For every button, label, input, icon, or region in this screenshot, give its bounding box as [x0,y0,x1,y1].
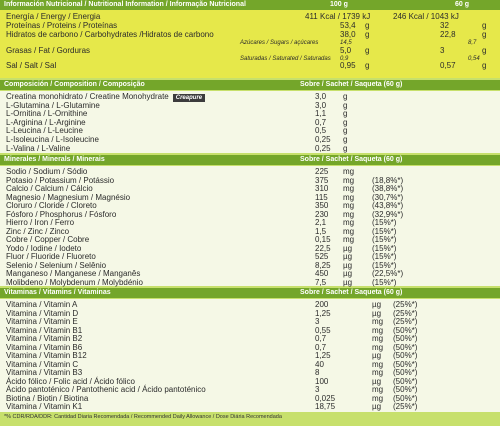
nutrition-header [0,0,500,10]
unit-100g: g [365,46,370,55]
ingredient-amount: 1,1 [315,109,327,119]
mineral-amount: 450 [315,269,329,278]
vitamin-rda-percent: (25%*) [393,402,418,411]
vitamin-label: Biotina / Biotin / Biotina [6,393,89,403]
nutrient-sublabel: Saturadas / Saturated / Saturadas [240,56,331,62]
mineral-label: Cobre / Copper / Cobre [6,235,90,244]
ingredient-label [6,144,70,153]
mineral-label: Potasio / Potassium / Potássio [6,175,115,185]
vitamins-header [0,288,500,298]
vitamin-unit: µg [372,376,382,386]
vitamin-unit: mg [372,342,384,352]
mineral-amount: 310 [315,184,329,193]
mineral-rda-percent: (15%*) [372,252,397,261]
ingredient-unit: g [343,109,348,119]
col-60g-label: 60 g [455,1,470,8]
mineral-label: Fluor / Fluoride / Fluoreto [6,252,96,261]
ingredient-amount: 3,0 [315,100,327,110]
mineral-amount: 2,1 [315,218,327,227]
mineral-unit: mg [343,175,355,185]
vitamin-amount: 8 [315,368,320,377]
vitamin-amount: 40 [315,359,324,369]
mineral-rda-percent: (32,9%*) [372,209,404,219]
vitamin-amount: 100 [315,376,329,386]
nutrient-label: Sal / Salt / Sal [6,61,57,70]
vitamins-col-label: Sobre / Sachet / Saqueta (60 g) [300,289,403,296]
vitamin-amount: 200 [315,300,329,309]
mineral-unit: mg [343,226,355,236]
vitamin-amount: 1,25 [315,351,331,360]
vitamin-rda-percent: (50%*) [393,376,418,386]
ingredient-amount: 0,5 [315,126,327,136]
unit-60g: g [482,61,487,70]
vitamin-unit: mg [372,334,384,343]
minerals-title: Minerales / Minerals / Minerais [4,156,105,163]
vitamin-label: Vitamina / Vitamin B2 [6,334,83,343]
nutrient-label: Grasas / Fat / Gorduras [6,46,91,55]
vitamin-rda-percent: (50%*) [393,368,418,377]
vitamin-amount: 0,025 [315,393,336,403]
mineral-rda-percent: (43,8%*) [372,201,404,210]
vitamin-amount: 3 [315,317,320,326]
value-100g: 38,0 [340,30,356,39]
mineral-label: Magnesio / Magnesium / Magnésio [6,192,131,202]
vitamin-unit: mg [372,368,384,377]
vitamin-label: Vitamina / Vitamin B12 [6,351,87,360]
mineral-rda-percent: (15%*) [372,260,397,270]
mineral-amount: 225 [315,167,329,176]
vitamin-amount: 0,7 [315,342,327,352]
mineral-unit: µg [343,243,353,253]
value-60g: 32 [440,21,449,30]
unit-60g: g [482,46,487,55]
mineral-label: Manganeso / Manganese / Manganês [6,269,141,278]
ingredient-unit: g [343,100,348,110]
value-100g: 411 Kcal / 1739 kJ [305,12,371,21]
nutrition-panel [0,10,500,78]
footnote: *% CDR/RDA/DDR: Cantidad Diaria Recomendada / Recommended Daily Allowance / Dose Diária Recomendada [4,414,282,420]
mineral-amount: 115 [315,192,328,202]
vitamin-rda-percent: (25%*) [393,300,418,309]
mineral-unit: µg [343,269,353,278]
vitamin-rda-percent: (50%*) [393,351,418,360]
value-60g: 246 Kcal / 1043 kJ [393,12,459,21]
mineral-amount: 375 [315,175,329,185]
vitamin-unit: µg [372,402,382,411]
vitamin-label: Vitamina / Vitamin K1 [6,402,83,411]
col-100g-label: 100 g [330,1,348,8]
vitamin-rda-percent: (50%*) [393,325,418,335]
mineral-rda-percent: (15%*) [372,243,397,253]
vitamin-amount: 0,7 [315,334,327,343]
vitamin-unit: mg [372,325,384,335]
vitamin-rda-percent: (50%*) [393,385,418,394]
vitamin-unit: mg [372,359,384,369]
vitamin-unit: mg [372,317,384,326]
mineral-label: Selenio / Selenium / Selênio [6,260,107,270]
mineral-amount: 1,5 [315,226,327,236]
mineral-label: Cloruro / Cloride / Cloreto [6,201,97,210]
vitamin-label: Vitamina / Vitamin B3 [6,368,83,377]
composition-col-label: Sobre / Sachet / Saqueta (60 g) [300,81,403,88]
mineral-unit: mg [343,184,355,193]
mineral-rda-percent: (15%*) [372,235,397,244]
value-60g: 8,7 [468,40,477,46]
ingredient-name: L-Arginina / L-Arginine [6,117,86,127]
vitamin-label: Vitamina / Vitamin B1 [6,325,83,335]
nutrition-row [0,39,500,46]
ingredient-name: L-Ornitina / L-Ornithine [6,109,88,119]
composition-header [0,80,500,90]
mineral-unit: µg [343,277,353,287]
value-60g: 3 [440,46,445,55]
value-100g: 53,4 [340,21,356,30]
mineral-unit: mg [343,167,355,176]
mineral-unit: mg [343,192,355,202]
mineral-rda-percent: (38,8%*) [372,184,404,193]
mineral-amount: 22,5 [315,243,331,253]
nutrient-label: Proteínas / Proteins / Proteínas [6,21,118,30]
vitamin-amount: 3 [315,385,320,394]
mineral-amount: 230 [315,209,329,219]
mineral-rda-percent: (22,5%*) [372,269,404,278]
vitamin-amount: 18,75 [315,402,336,411]
mineral-rda-percent: (18,8%*) [372,175,404,185]
unit-100g: g [365,30,370,39]
ingredient-amount: 0,7 [315,117,327,127]
value-100g: 0,95 [340,61,356,70]
mineral-rda-percent: (15%*) [372,226,397,236]
value-60g: 22,8 [440,30,456,39]
mineral-unit: µg [343,252,353,261]
vitamin-unit: µg [372,308,382,318]
mineral-unit: mg [343,209,355,219]
vitamin-rda-percent: (50%*) [393,334,418,343]
vitamin-unit: mg [372,393,384,403]
nutrient-label: Energía / Energy / Energia [6,12,101,21]
ingredient-name: L-Isoleucina / L-Isoleucine [6,135,99,144]
vitamin-label: Vitamina / Vitamin E [6,317,78,326]
vitamins-panel [0,299,500,412]
ingredient-unit: g [343,143,348,153]
vitamin-label: Vitamina / Vitamin B6 [6,342,83,352]
vitamin-label: Ácido pantoténico / Pantothenic acid / Ácido pantoténico [6,385,206,394]
vitamin-label: Vitamina / Vitamin C [6,359,79,369]
ingredient-amount: 3,0 [315,92,327,101]
composition-panel [0,91,500,153]
mineral-label: Molibdeno / Molybdenum / Molybdénio [6,277,143,287]
vitamin-unit: µg [372,351,382,360]
vitamin-rda-percent: (50%*) [393,342,418,352]
mineral-label: Zinc / Zinc / Zinco [6,226,70,236]
ingredient-unit: g [343,117,348,127]
creapure-logo: Creapure [173,94,205,102]
vitamin-rda-percent: (25%*) [393,317,418,326]
vitamin-label: Vitamina / Vitamin A [6,300,78,309]
mineral-amount: 7,5 [315,277,327,287]
mineral-label: Yodo / Iodine / Iodeto [6,243,82,253]
ingredient-name: L-Leucina / L-Leucine [6,126,83,136]
unit-60g: g [482,30,487,39]
vitamin-unit: µg [372,300,382,309]
ingredient-name: Creatina monohidrato / Creatine Monohydrate [6,92,169,101]
vitamins-title: Vitaminas / Vitamins / Vitaminas [4,289,111,296]
mineral-rda-percent: (15%*) [372,218,397,227]
mineral-amount: 0,15 [315,235,331,244]
vitamin-label: Vitamina / Vitamin D [6,308,79,318]
mineral-label: Fósforo / Phosphorus / Fósforo [6,209,117,219]
ingredient-name: L-Valina / L-Valine [6,143,71,153]
ingredient-amount: 0,25 [315,135,331,144]
value-60g: 0,57 [440,61,456,70]
mineral-unit: mg [343,201,355,210]
unit-60g: g [482,21,487,30]
nutrition-title: Información Nutricional / Nutritional Information / Informação Nutricional [4,1,246,8]
ingredient-unit: g [343,126,348,136]
ingredient-unit: g [343,92,348,101]
ingredient-name: L-Glutamina / L-Glutamine [6,100,100,110]
value-60g: 0,54 [468,56,480,62]
vitamin-amount: 0,55 [315,325,331,335]
nutrient-label: Hidratos de carbono / Carbohydrates /Hidratos de carbono [6,30,214,39]
vitamin-amount: 1,25 [315,308,331,318]
ingredient-amount: 0,25 [315,143,331,153]
vitamin-rda-percent: (50%*) [393,359,418,369]
vitamin-unit: mg [372,385,384,394]
vitamin-label: Ácido fólico / Folic acid / Ácido fólico [6,376,135,386]
mineral-rda-percent: (15%*) [372,277,397,287]
mineral-unit: mg [343,218,355,227]
unit-100g: g [365,21,370,30]
value-100g: 0,9 [340,56,349,62]
minerals-header [0,155,500,165]
mineral-unit: mg [343,235,355,244]
minerals-panel [0,166,500,286]
minerals-col-label: Sobre / Sachet / Saqueta (60 g) [300,156,403,163]
ingredient-unit: g [343,135,348,144]
value-100g: 14,5 [340,40,352,46]
vitamin-rda-percent: (25%*) [393,308,418,318]
vitamin-rda-percent: (50%*) [393,393,418,403]
mineral-amount: 8,25 [315,260,331,270]
composition-title: Composición / Composition / Composição [4,81,145,88]
mineral-rda-percent: (30,7%*) [372,192,404,202]
nutrient-sublabel: Azúcares / Sugars / açúcares [240,40,319,46]
unit-100g: g [365,61,370,70]
nutrition-row [0,55,500,62]
value-100g: 5,0 [340,46,352,55]
mineral-unit: µg [343,260,353,270]
mineral-amount: 525 [315,252,329,261]
mineral-label: Hierro / Iron / Ferro [6,218,75,227]
mineral-label: Sodio / Sodium / Sódio [6,167,88,176]
mineral-label: Calcio / Calcium / Cálcio [6,184,93,193]
mineral-amount: 350 [315,201,329,210]
